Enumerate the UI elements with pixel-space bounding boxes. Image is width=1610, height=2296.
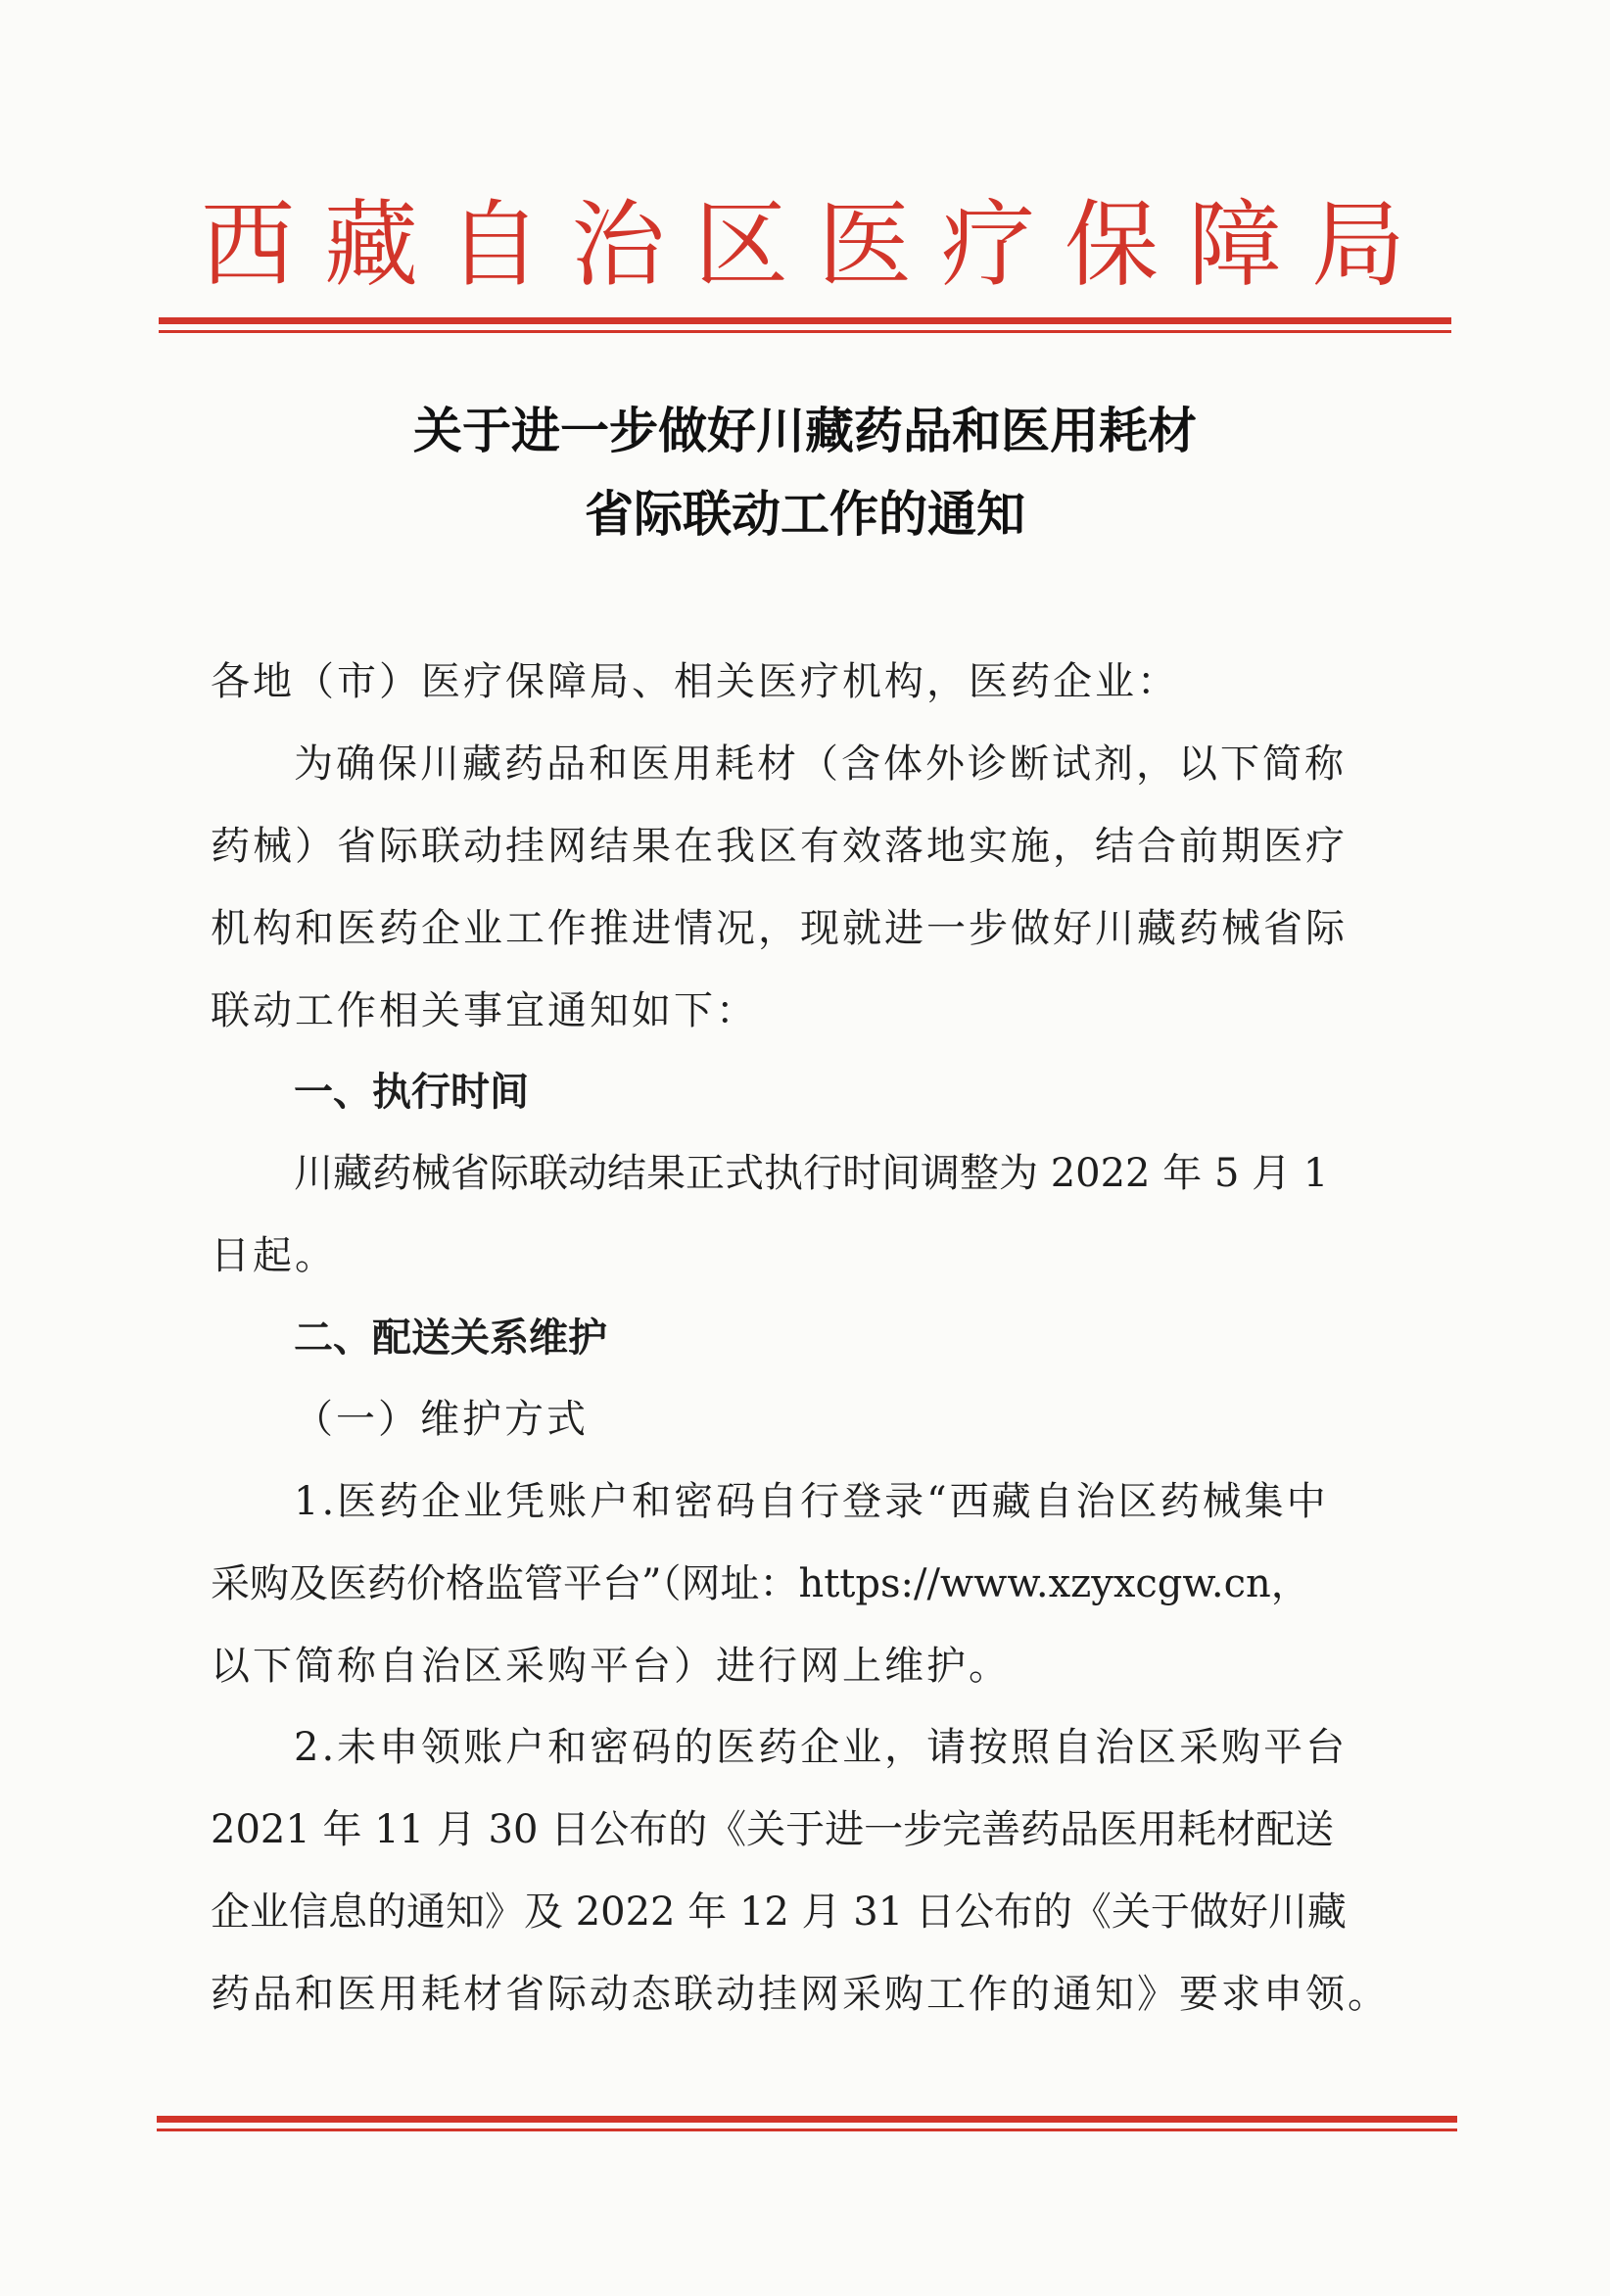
header-char: 自 xyxy=(448,190,542,300)
section-heading: 二、配送关系维护 xyxy=(294,1315,607,1361)
paragraph-line: 1.医药企业凭账户和密码自行登录“西藏自治区药械集中 xyxy=(294,1479,1329,1524)
footer-divider-thin xyxy=(157,2129,1457,2131)
paragraph-line: 川藏药械省际联动结果正式执行时间调整为 2022 年 5 月 1 xyxy=(294,1151,1329,1196)
document-title-line-2: 省际联动工作的通知 xyxy=(585,486,1025,543)
issuing-authority-header xyxy=(201,191,1405,299)
paragraph-line: 2.未申领账户和密码的医药企业，请按照自治区采购平台 xyxy=(294,1725,1349,1770)
header-char: 保 xyxy=(1065,190,1159,300)
footer-divider-thick xyxy=(157,2116,1457,2123)
header-char: 障 xyxy=(1188,190,1282,300)
header-char: 治 xyxy=(571,190,665,300)
salutation: 各地（市）医疗保障局、相关医疗机构，医药企业： xyxy=(211,659,1179,704)
header-char: 西 xyxy=(201,190,295,300)
subsection-heading: （一）维护方式 xyxy=(294,1397,589,1442)
header-char: 区 xyxy=(694,190,788,300)
paragraph-line: 采购及医药价格监管平台”（网址：https://www.xzyxcgw.cn， xyxy=(211,1561,1310,1606)
paragraph-line: 2021 年 11 月 30 日公布的《关于进一步完善药品医用耗材配送 xyxy=(211,1807,1335,1852)
paragraph-line: 企业信息的通知》及 2022 年 12 月 31 日公布的《关于做好川藏 xyxy=(211,1889,1347,1935)
header-char: 局 xyxy=(1311,190,1405,300)
paragraph-line: 药械）省际联动挂网结果在我区有效落地实施，结合前期医疗 xyxy=(211,824,1348,869)
paragraph-line: 联动工作相关事宜通知如下： xyxy=(211,988,758,1033)
header-divider-thick xyxy=(159,317,1451,324)
paragraph-line: 以下简称自治区采购平台）进行网上维护。 xyxy=(211,1644,1011,1689)
paragraph-line: 药品和医用耗材省际动态联动挂网采购工作的通知》要求申领。 xyxy=(211,1972,1390,2017)
header-char: 疗 xyxy=(941,190,1035,300)
document-title-line-1: 关于进一步做好川藏药品和医用耗材 xyxy=(413,403,1197,459)
section-heading: 一、执行时间 xyxy=(294,1070,529,1115)
header-char: 医 xyxy=(818,190,912,300)
paragraph-line: 为确保川藏药品和医用耗材（含体外诊断试剂，以下简称 xyxy=(294,741,1347,787)
header-char: 藏 xyxy=(324,190,418,300)
paragraph-line: 机构和医药企业工作推进情况，现就进一步做好川藏药械省际 xyxy=(211,906,1348,951)
header-divider-thin xyxy=(159,330,1451,333)
paragraph-line: 日起。 xyxy=(211,1233,337,1278)
